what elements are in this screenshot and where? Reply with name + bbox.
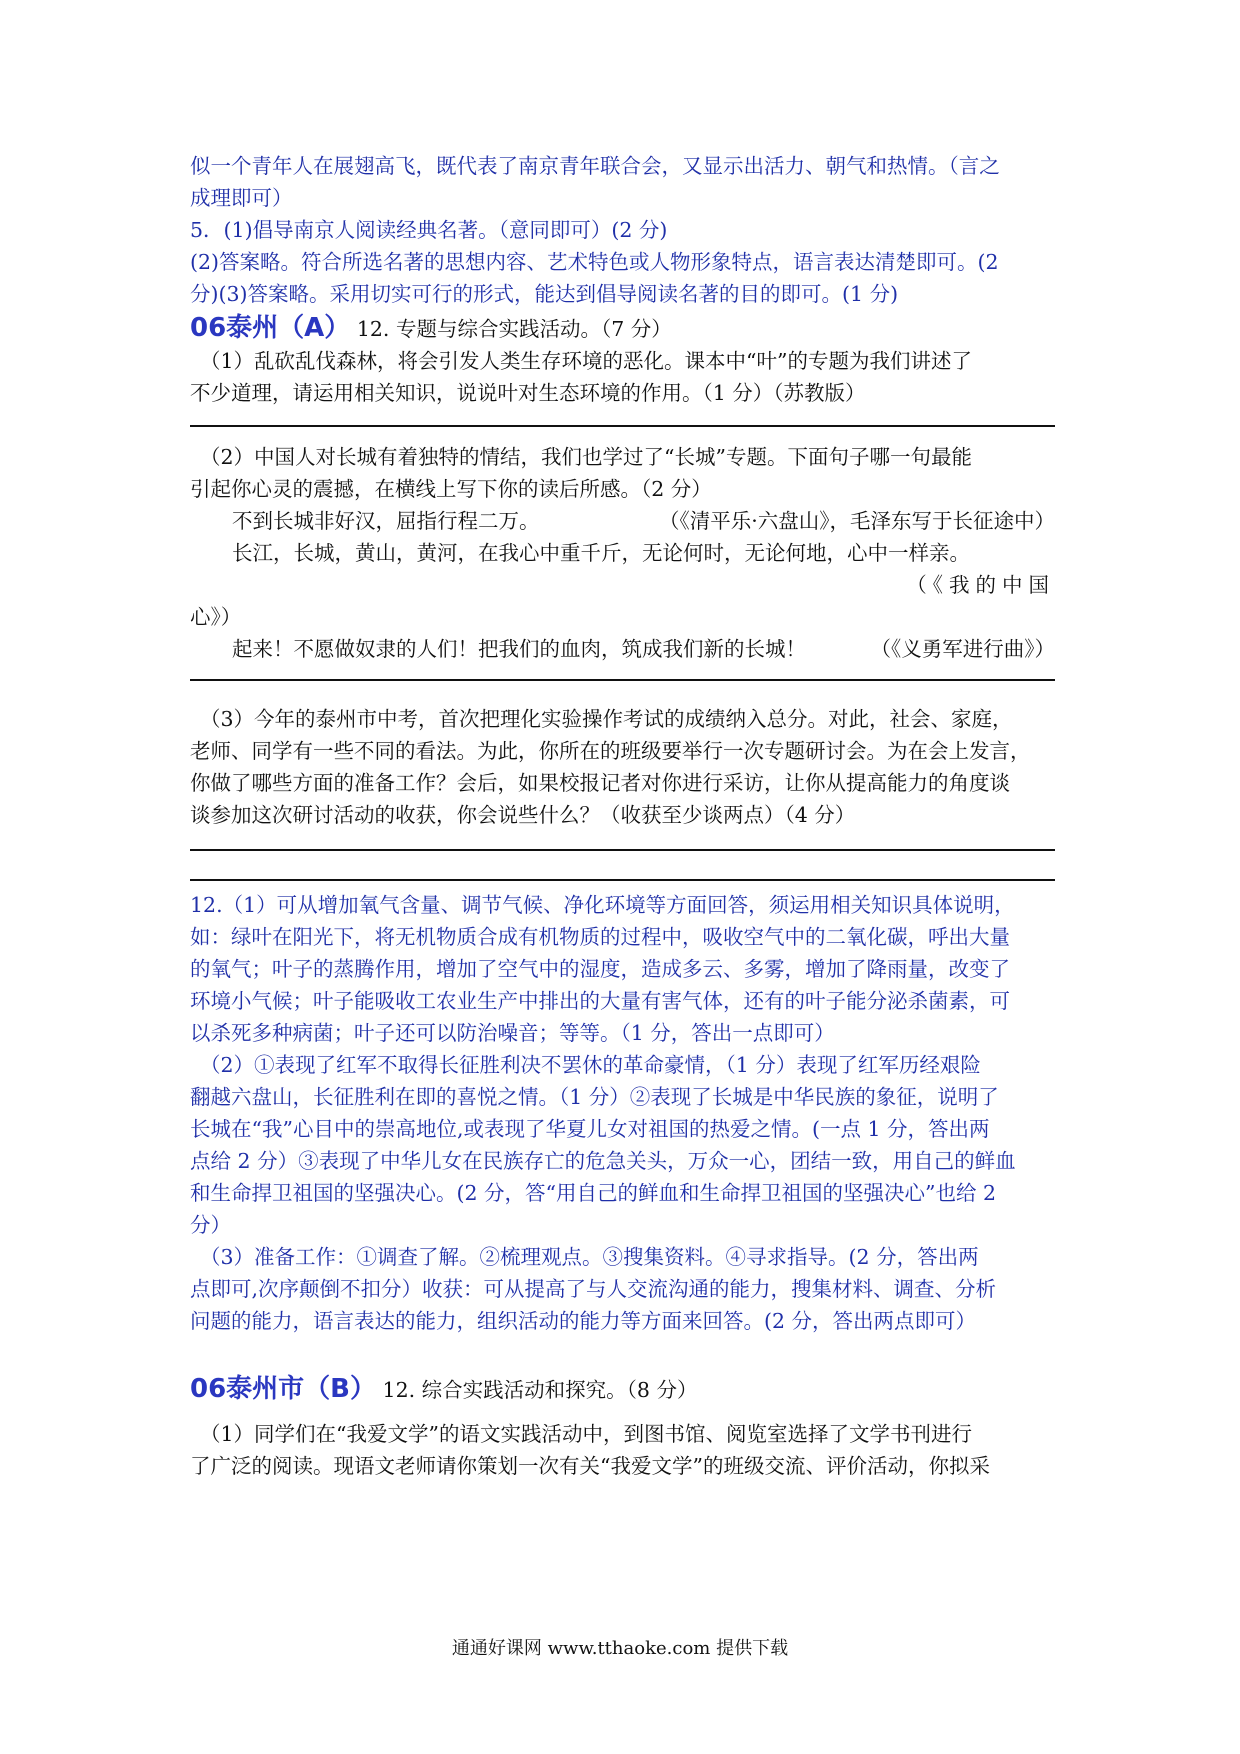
answer-line: 分)(3)答案略。采用切实可行的形式，能达到倡导阅读名著的目的即可。(1 分): [190, 282, 899, 306]
quote-source: （《我的中国: [906, 573, 1055, 597]
answer-line: 以杀死多种病菌；叶子还可以防治噪音；等等。（1 分，答出一点即可）: [190, 1021, 835, 1045]
question-line: （3）今年的泰州市中考，首次把理化实验操作考试的成绩纳入总分。对此，社会、家庭，: [200, 707, 1013, 731]
question-line: 谈参加这次研讨活动的收获，你会说些什么？（收获至少谈两点）（4 分）: [190, 803, 856, 827]
section-b-heading: 06泰州市（B）: [190, 1374, 376, 1404]
answer-line: 如：绿叶在阳光下，将无机物质合成有机物质的过程中，吸收空气中的二氧化碳，呼出大量: [190, 925, 1010, 949]
question-line: 了广泛的阅读。现语文老师请你策划一次有关“我爱文学”的班级交流、评价活动，你拟采: [190, 1454, 990, 1478]
answer-line: (2)答案略。符合所选名著的思想内容、艺术特色或人物形象特点，语言表达清楚即可。(2: [190, 250, 999, 274]
question-line: 不少道理，请运用相关知识，说说叶对生态环境的作用。（1 分）（苏教版）: [190, 381, 866, 405]
quote-source: （《义勇军进行曲》）: [870, 637, 1055, 661]
question-line: 老师、同学有一些不同的看法。为此，你所在的班级要举行一次专题研讨会。为在会上发言，: [190, 739, 1031, 763]
answer-line: 长城在“我”心目中的崇高地位,或表现了华夏儿女对祖国的热爱之情。(一点 1 分，答出两: [190, 1117, 990, 1141]
separator-line: [190, 879, 1055, 881]
quote-text: 起来！不愿做奴隶的人们！把我们的血肉，筑成我们新的长城！: [232, 637, 806, 661]
answer-line: 点给 2 分）③表现了中华儿女在民族存亡的危急关头，万众一心，团结一致，用自己的鲜血: [190, 1149, 1016, 1173]
answer-line: 12.（1）可从增加氧气含量、调节气候、净化环境等方面回答，须运用相关知识具体说明，: [190, 893, 1015, 917]
answer-line: 成理即可）: [190, 186, 293, 210]
answer-blank-line: [190, 849, 1055, 851]
question-line: （1）同学们在“我爱文学”的语文实践活动中，到图书馆、阅览室选择了文学书刊进行: [200, 1422, 973, 1446]
quote-text: 不到长城非好汉，屈指行程二万。: [232, 509, 540, 533]
answer-line: 和生命捍卫祖国的坚强决心。(2 分，答“用自己的鲜血和生命捍卫祖国的坚强决心”也给 2: [190, 1181, 997, 1205]
quote-row: [190, 633, 1055, 665]
question-line: （1）乱砍乱伐森林，将会引发人类生存环境的恶化。课本中“叶”的专题为我们讲述了: [200, 349, 973, 373]
page-footer: 通通好课网 www.tthaoke.com 提供下载: [451, 1638, 789, 1659]
question-line: 引起你心灵的震撼，在横线上写下你的读后所感。（2 分）: [190, 477, 712, 501]
answer-blank-line: [190, 679, 1055, 681]
answer-line: 的氧气；叶子的蒸腾作用，增加了空气中的湿度，造成多云、多雾，增加了降雨量，改变了: [190, 957, 1010, 981]
answer-line: 分）: [190, 1213, 231, 1237]
quote-text: 长江，长城，黄山，黄河，在我心中重千斤，无论何时，无论何地，心中一样亲。: [232, 541, 970, 565]
quote-source: 心》）: [190, 605, 242, 629]
answer-line: 5．(1)倡导南京人阅读经典名著。（意同即可）(2 分): [190, 218, 668, 242]
question-line: 你做了哪些方面的准备工作？会后，如果校报记者对你进行采访，让你从提高能力的角度谈: [190, 771, 1010, 795]
answer-line: 翻越六盘山，长征胜利在即的喜悦之情。（1 分）②表现了长城是中华民族的象征，说明了: [190, 1085, 999, 1109]
answer-blank-line: [190, 425, 1055, 427]
answer-line: 似一个青年人在展翅高飞，既代表了南京青年联合会，又显示出活力、朝气和热情。（言之: [190, 154, 1000, 178]
quote-source: （《清平乐·六盘山》，毛泽东写于长征途中）: [658, 509, 1055, 533]
document-body: [190, 150, 1055, 1482]
answer-line: 点即可,次序颠倒不扣分）收获：可从提高了与人交流沟通的能力，搜集材料、调查、分析: [190, 1277, 997, 1301]
section-a-header: [190, 312, 1055, 345]
section-b-title: 12. 综合实践活动和探究。（8 分）: [382, 1378, 698, 1402]
section-a-title: 12. 专题与综合实践活动。（7 分）: [356, 317, 672, 341]
section-b-header: [190, 1373, 1055, 1406]
section-a-heading: 06泰州（A）: [190, 313, 351, 343]
answer-line: 问题的能力，语言表达的能力，组织活动的能力等方面来回答。(2 分，答出两点即可）: [190, 1309, 977, 1333]
quote-row: [190, 505, 1055, 537]
answer-line: （2）①表现了红军不取得长征胜利决不罢休的革命豪情，（1 分）表现了红军历经艰险: [200, 1053, 981, 1077]
answer-line: 环境小气候；叶子能吸收工农业生产中排出的大量有害气体，还有的叶子能分泌杀菌素，可: [190, 989, 1010, 1013]
question-line: （2）中国人对长城有着独特的情结，我们也学过了“长城”专题。下面句子哪一句最能: [200, 445, 973, 469]
answer-line: （3）准备工作：①调查了解。②梳理观点。③搜集资料。④寻求指导。(2 分，答出两: [200, 1245, 979, 1269]
